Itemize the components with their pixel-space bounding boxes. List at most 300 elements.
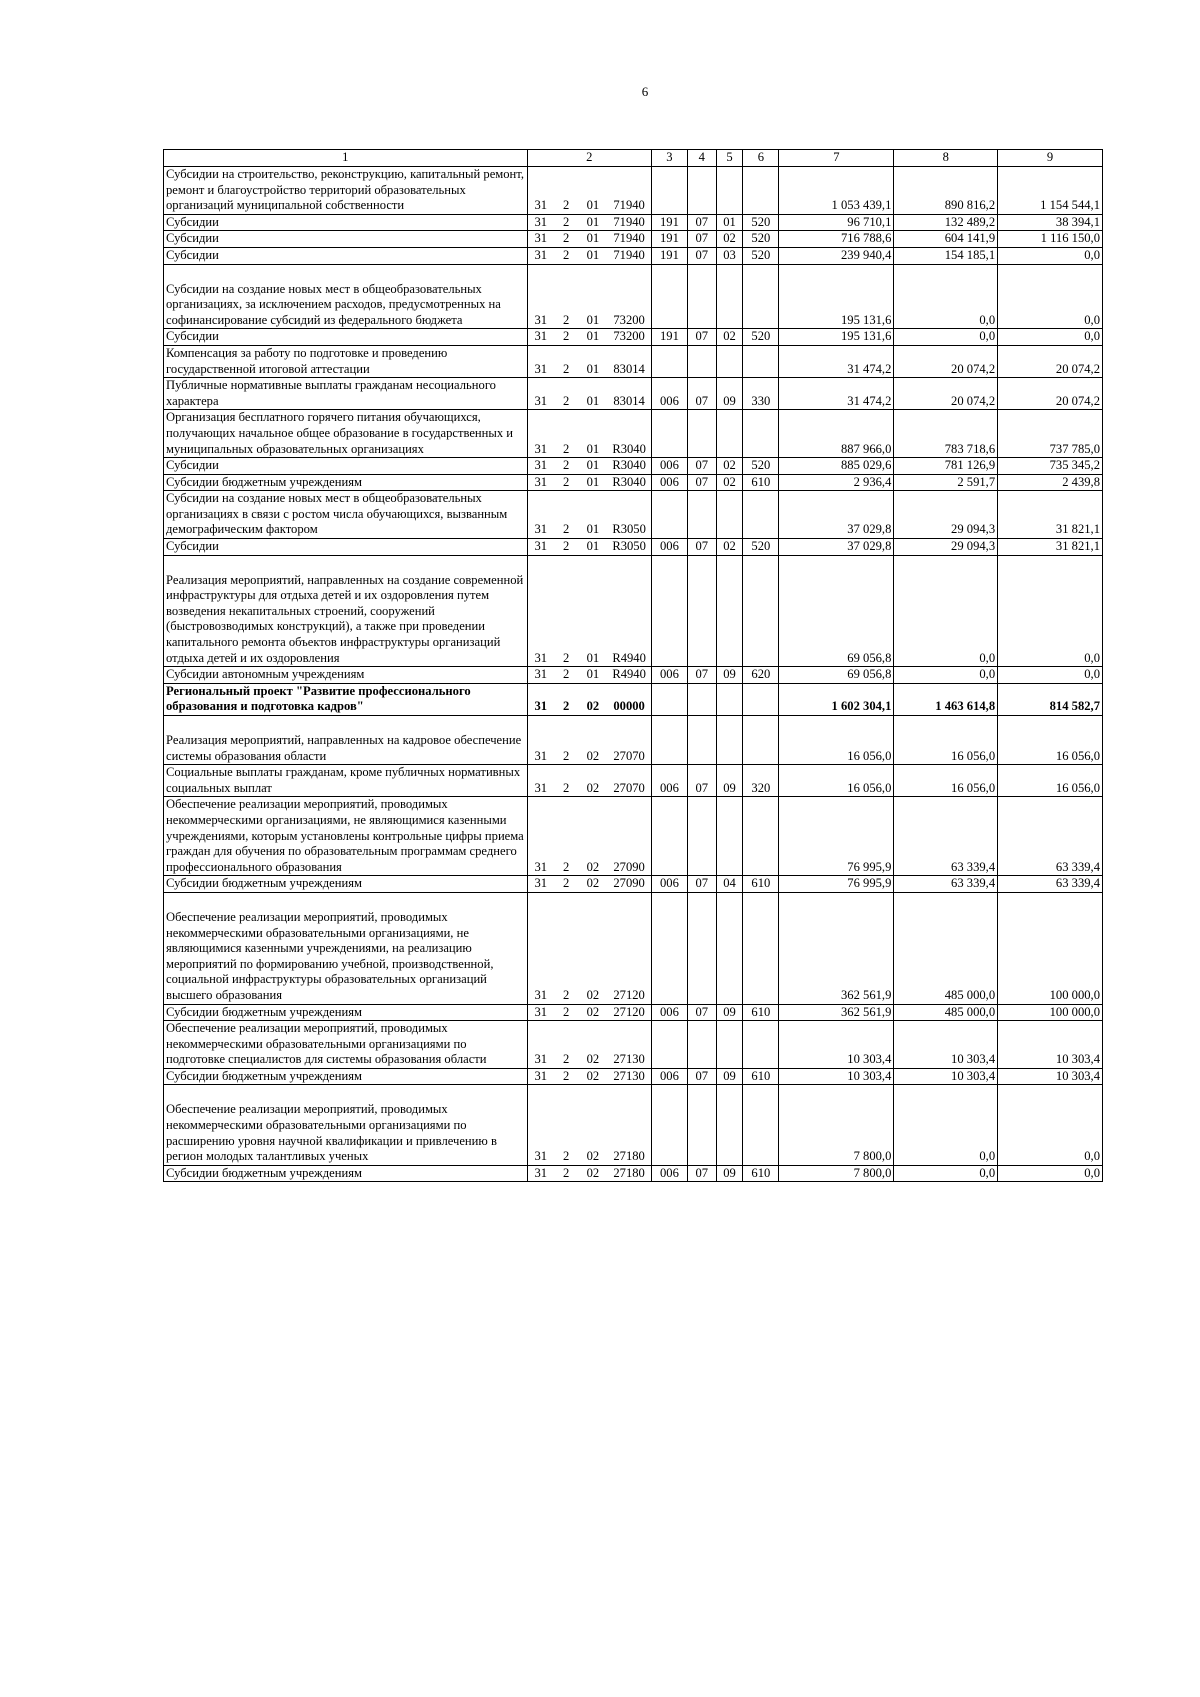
code-project: 01	[579, 491, 608, 539]
code-department: 006	[651, 378, 687, 410]
header-col-2: 2	[527, 150, 651, 167]
code-subprogram: 2	[554, 539, 579, 556]
code-section: 07	[687, 1068, 716, 1085]
amount-col-7: 69 056,8	[779, 667, 894, 684]
code-expense-type	[743, 716, 779, 765]
table-row	[164, 247, 1103, 264]
code-subsection: 09	[716, 378, 743, 410]
code-direction: 27180	[607, 1085, 651, 1165]
table-row	[164, 667, 1103, 684]
code-department	[651, 345, 687, 377]
code-subprogram: 2	[554, 555, 579, 667]
code-department	[651, 555, 687, 667]
code-expense-type: 610	[743, 1165, 779, 1182]
code-program: 31	[527, 378, 554, 410]
code-project: 01	[579, 458, 608, 475]
code-project: 01	[579, 247, 608, 264]
code-department	[651, 167, 687, 215]
amount-col-8: 781 126,9	[894, 458, 998, 475]
row-name: Субсидии бюджетным учреждениям	[164, 1165, 528, 1182]
code-project: 02	[579, 1068, 608, 1085]
row-name: Субсидии	[164, 458, 528, 475]
code-subprogram: 2	[554, 765, 579, 797]
code-section: 07	[687, 378, 716, 410]
table-row	[164, 474, 1103, 491]
code-subprogram: 2	[554, 683, 579, 715]
code-subprogram: 2	[554, 214, 579, 231]
amount-col-8: 10 303,4	[894, 1068, 998, 1085]
code-subprogram: 2	[554, 1068, 579, 1085]
code-section: 07	[687, 247, 716, 264]
header-col-8: 8	[894, 150, 998, 167]
code-subprogram: 2	[554, 491, 579, 539]
code-project: 02	[579, 683, 608, 715]
code-expense-type	[743, 892, 779, 1004]
code-subprogram: 2	[554, 797, 579, 876]
amount-col-8: 0,0	[894, 1165, 998, 1182]
amount-col-9: 2 439,8	[998, 474, 1103, 491]
code-expense-type: 610	[743, 474, 779, 491]
code-project: 01	[579, 264, 608, 329]
code-direction: R4940	[607, 555, 651, 667]
code-subprogram: 2	[554, 892, 579, 1004]
table-row	[164, 765, 1103, 797]
code-program: 31	[527, 214, 554, 231]
code-subsection	[716, 491, 743, 539]
amount-col-9: 0,0	[998, 667, 1103, 684]
code-program: 31	[527, 539, 554, 556]
row-name: Субсидии автономным учреждениям	[164, 667, 528, 684]
code-department	[651, 797, 687, 876]
code-expense-type: 320	[743, 765, 779, 797]
amount-col-8: 1 463 614,8	[894, 683, 998, 715]
code-program: 31	[527, 1004, 554, 1021]
code-program: 31	[527, 247, 554, 264]
amount-col-9: 0,0	[998, 247, 1103, 264]
amount-col-8: 16 056,0	[894, 765, 998, 797]
code-subsection	[716, 1021, 743, 1069]
code-expense-type	[743, 264, 779, 329]
code-subsection	[716, 1085, 743, 1165]
amount-col-7: 195 131,6	[779, 329, 894, 346]
row-name: Реализация мероприятий, направленных на создание современной инфраструктуры для отдыха детей и их оздоровления путем возведения некапитальных строений, сооружений (быстровозводимых конструкций), а также при проведении капитального ремонта объектов инфраструктуры организаций отдыха детей и их оздоровления	[164, 555, 528, 667]
code-subprogram: 2	[554, 167, 579, 215]
row-name: Субсидии	[164, 329, 528, 346]
amount-col-7: 7 800,0	[779, 1085, 894, 1165]
code-subprogram: 2	[554, 667, 579, 684]
code-program: 31	[527, 167, 554, 215]
amount-col-8: 0,0	[894, 667, 998, 684]
code-project: 02	[579, 765, 608, 797]
code-department: 006	[651, 539, 687, 556]
code-subsection: 03	[716, 247, 743, 264]
code-section	[687, 167, 716, 215]
row-name: Субсидии на создание новых мест в общеобразовательных организациях в связи с ростом числа обучающихся, вызванным демографическим фактором	[164, 491, 528, 539]
amount-col-7: 2 936,4	[779, 474, 894, 491]
code-program: 31	[527, 329, 554, 346]
row-name: Субсидии бюджетным учреждениям	[164, 876, 528, 893]
amount-col-9: 100 000,0	[998, 1004, 1103, 1021]
code-direction: 27070	[607, 716, 651, 765]
amount-col-9: 814 582,7	[998, 683, 1103, 715]
amount-col-8: 63 339,4	[894, 876, 998, 893]
code-direction: 71940	[607, 231, 651, 248]
code-section: 07	[687, 458, 716, 475]
code-project: 01	[579, 410, 608, 458]
amount-col-8: 132 489,2	[894, 214, 998, 231]
code-subsection: 04	[716, 876, 743, 893]
row-name: Обеспечение реализации мероприятий, проводимых некоммерческими образовательными организациями по расширению уровня научной квалификации и привлечению в регион молодых талантливых ученых	[164, 1085, 528, 1165]
code-department: 006	[651, 1165, 687, 1182]
code-direction: R3040	[607, 474, 651, 491]
code-department	[651, 264, 687, 329]
code-subprogram: 2	[554, 247, 579, 264]
amount-col-7: 76 995,9	[779, 797, 894, 876]
row-name: Публичные нормативные выплаты гражданам несоциального характера	[164, 378, 528, 410]
amount-col-7: 362 561,9	[779, 1004, 894, 1021]
code-section	[687, 491, 716, 539]
code-direction: 71940	[607, 214, 651, 231]
table-row	[164, 231, 1103, 248]
table-row	[164, 345, 1103, 377]
amount-col-7: 37 029,8	[779, 491, 894, 539]
code-program: 31	[527, 667, 554, 684]
code-project: 01	[579, 555, 608, 667]
code-project: 02	[579, 876, 608, 893]
amount-col-8: 0,0	[894, 264, 998, 329]
code-direction: 27090	[607, 876, 651, 893]
amount-col-9: 10 303,4	[998, 1021, 1103, 1069]
code-department: 006	[651, 1004, 687, 1021]
amount-col-8: 154 185,1	[894, 247, 998, 264]
code-subprogram: 2	[554, 1021, 579, 1069]
amount-col-8: 2 591,7	[894, 474, 998, 491]
amount-col-8: 890 816,2	[894, 167, 998, 215]
code-direction: 73200	[607, 264, 651, 329]
amount-col-9: 100 000,0	[998, 892, 1103, 1004]
code-direction: 27090	[607, 797, 651, 876]
table-row	[164, 329, 1103, 346]
code-project: 01	[579, 474, 608, 491]
amount-col-7: 31 474,2	[779, 378, 894, 410]
table-row	[164, 555, 1103, 667]
row-name: Социальные выплаты гражданам, кроме публичных нормативных социальных выплат	[164, 765, 528, 797]
code-expense-type	[743, 345, 779, 377]
code-subprogram: 2	[554, 410, 579, 458]
table-row	[164, 1165, 1103, 1182]
amount-col-7: 885 029,6	[779, 458, 894, 475]
amount-col-7: 1 602 304,1	[779, 683, 894, 715]
code-project: 02	[579, 892, 608, 1004]
code-expense-type	[743, 410, 779, 458]
code-section: 07	[687, 1165, 716, 1182]
code-department	[651, 683, 687, 715]
amount-col-7: 887 966,0	[779, 410, 894, 458]
code-expense-type: 520	[743, 458, 779, 475]
amount-col-7: 10 303,4	[779, 1068, 894, 1085]
amount-col-7: 10 303,4	[779, 1021, 894, 1069]
amount-col-8: 29 094,3	[894, 491, 998, 539]
code-direction: 27130	[607, 1068, 651, 1085]
amount-col-8: 20 074,2	[894, 378, 998, 410]
amount-col-7: 16 056,0	[779, 716, 894, 765]
amount-col-9: 31 821,1	[998, 539, 1103, 556]
table-row	[164, 378, 1103, 410]
code-section: 07	[687, 231, 716, 248]
table-row	[164, 716, 1103, 765]
amount-col-8: 0,0	[894, 1085, 998, 1165]
code-program: 31	[527, 1165, 554, 1182]
code-direction: R3050	[607, 491, 651, 539]
code-subsection: 02	[716, 539, 743, 556]
code-direction: R3040	[607, 410, 651, 458]
code-program: 31	[527, 345, 554, 377]
amount-col-9: 737 785,0	[998, 410, 1103, 458]
code-department: 006	[651, 876, 687, 893]
code-program: 31	[527, 892, 554, 1004]
row-name: Субсидии	[164, 539, 528, 556]
header-row	[164, 150, 1103, 167]
code-department	[651, 410, 687, 458]
code-section: 07	[687, 667, 716, 684]
amount-col-9: 0,0	[998, 329, 1103, 346]
code-subsection: 02	[716, 458, 743, 475]
code-program: 31	[527, 231, 554, 248]
amount-col-7: 239 940,4	[779, 247, 894, 264]
table-body	[164, 167, 1103, 1182]
code-direction: 27120	[607, 892, 651, 1004]
row-name: Субсидии	[164, 231, 528, 248]
code-section: 07	[687, 876, 716, 893]
code-section	[687, 892, 716, 1004]
amount-col-8: 0,0	[894, 329, 998, 346]
code-project: 01	[579, 667, 608, 684]
code-department	[651, 1021, 687, 1069]
header-col-3: 3	[651, 150, 687, 167]
budget-table	[163, 149, 1103, 1182]
code-direction: 71940	[607, 247, 651, 264]
code-subprogram: 2	[554, 345, 579, 377]
code-expense-type: 330	[743, 378, 779, 410]
code-department: 006	[651, 667, 687, 684]
code-subsection: 01	[716, 214, 743, 231]
amount-col-8: 10 303,4	[894, 1021, 998, 1069]
code-subsection	[716, 264, 743, 329]
amount-col-7: 96 710,1	[779, 214, 894, 231]
row-name: Субсидии на строительство, реконструкцию, капитальный ремонт, ремонт и благоустройство территорий образовательных организаций муниципальной собственности	[164, 167, 528, 215]
amount-col-7: 37 029,8	[779, 539, 894, 556]
amount-col-9: 735 345,2	[998, 458, 1103, 475]
amount-col-7: 362 561,9	[779, 892, 894, 1004]
code-subsection: 02	[716, 329, 743, 346]
amount-col-7: 69 056,8	[779, 555, 894, 667]
code-program: 31	[527, 1068, 554, 1085]
code-project: 01	[579, 231, 608, 248]
code-department: 006	[651, 765, 687, 797]
table-row	[164, 1021, 1103, 1069]
row-name: Обеспечение реализации мероприятий, проводимых некоммерческими образовательными организациями по подготовке специалистов для системы образования области	[164, 1021, 528, 1069]
table-row	[164, 876, 1103, 893]
code-subprogram: 2	[554, 1085, 579, 1165]
amount-col-9: 63 339,4	[998, 876, 1103, 893]
row-name: Субсидии	[164, 247, 528, 264]
code-subprogram: 2	[554, 474, 579, 491]
code-project: 02	[579, 716, 608, 765]
code-expense-type: 520	[743, 231, 779, 248]
amount-col-7: 16 056,0	[779, 765, 894, 797]
code-expense-type: 520	[743, 539, 779, 556]
code-program: 31	[527, 410, 554, 458]
code-section	[687, 683, 716, 715]
amount-col-9: 0,0	[998, 1165, 1103, 1182]
code-subprogram: 2	[554, 716, 579, 765]
header-col-4: 4	[687, 150, 716, 167]
code-subsection: 09	[716, 1004, 743, 1021]
code-expense-type: 610	[743, 1068, 779, 1085]
code-section: 07	[687, 539, 716, 556]
code-direction: R3050	[607, 539, 651, 556]
code-direction: 83014	[607, 378, 651, 410]
code-section	[687, 1085, 716, 1165]
code-subsection: 02	[716, 474, 743, 491]
code-direction: 27070	[607, 765, 651, 797]
code-department: 191	[651, 329, 687, 346]
code-program: 31	[527, 264, 554, 329]
amount-col-9: 38 394,1	[998, 214, 1103, 231]
code-subprogram: 2	[554, 1165, 579, 1182]
header-col-7: 7	[779, 150, 894, 167]
row-name: Субсидии бюджетным учреждениям	[164, 1068, 528, 1085]
code-expense-type	[743, 797, 779, 876]
amount-col-8: 29 094,3	[894, 539, 998, 556]
row-name: Региональный проект "Развитие профессионального образования и подготовка кадров"	[164, 683, 528, 715]
code-subsection	[716, 345, 743, 377]
code-project: 02	[579, 1021, 608, 1069]
code-section: 07	[687, 214, 716, 231]
code-subsection	[716, 683, 743, 715]
code-department: 006	[651, 458, 687, 475]
code-project: 02	[579, 797, 608, 876]
code-subsection	[716, 892, 743, 1004]
amount-col-7: 195 131,6	[779, 264, 894, 329]
table-row	[164, 892, 1103, 1004]
code-expense-type	[743, 167, 779, 215]
header-col-5: 5	[716, 150, 743, 167]
code-section	[687, 797, 716, 876]
table-row	[164, 1068, 1103, 1085]
table-row	[164, 683, 1103, 715]
code-subprogram: 2	[554, 329, 579, 346]
code-expense-type: 520	[743, 247, 779, 264]
amount-col-9: 0,0	[998, 264, 1103, 329]
code-section	[687, 555, 716, 667]
amount-col-9: 20 074,2	[998, 345, 1103, 377]
code-program: 31	[527, 1021, 554, 1069]
code-section: 07	[687, 1004, 716, 1021]
amount-col-9: 0,0	[998, 1085, 1103, 1165]
code-department: 191	[651, 247, 687, 264]
amount-col-9: 16 056,0	[998, 765, 1103, 797]
page-number: 6	[641, 84, 649, 99]
code-subsection: 09	[716, 765, 743, 797]
amount-col-8: 0,0	[894, 555, 998, 667]
code-project: 01	[579, 167, 608, 215]
code-expense-type	[743, 491, 779, 539]
code-project: 01	[579, 329, 608, 346]
amount-col-9: 1 116 150,0	[998, 231, 1103, 248]
row-name: Компенсация за работу по подготовке и проведению государственной итоговой аттестации	[164, 345, 528, 377]
code-direction: 71940	[607, 167, 651, 215]
code-expense-type	[743, 1085, 779, 1165]
table-row	[164, 458, 1103, 475]
code-project: 01	[579, 214, 608, 231]
code-subsection	[716, 716, 743, 765]
amount-col-8: 485 000,0	[894, 1004, 998, 1021]
code-program: 31	[527, 765, 554, 797]
amount-col-7: 31 474,2	[779, 345, 894, 377]
code-subsection	[716, 410, 743, 458]
code-department: 191	[651, 231, 687, 248]
header-col-9: 9	[998, 150, 1103, 167]
code-project: 01	[579, 539, 608, 556]
code-department: 191	[651, 214, 687, 231]
amount-col-8: 63 339,4	[894, 797, 998, 876]
code-program: 31	[527, 458, 554, 475]
code-subsection: 02	[716, 231, 743, 248]
amount-col-9: 1 154 544,1	[998, 167, 1103, 215]
header-col-1: 1	[164, 150, 528, 167]
table-row	[164, 797, 1103, 876]
amount-col-7: 7 800,0	[779, 1165, 894, 1182]
code-direction: 83014	[607, 345, 651, 377]
code-expense-type	[743, 683, 779, 715]
amount-col-8: 16 056,0	[894, 716, 998, 765]
code-expense-type: 520	[743, 329, 779, 346]
code-program: 31	[527, 555, 554, 667]
code-program: 31	[527, 797, 554, 876]
amount-col-7: 1 053 439,1	[779, 167, 894, 215]
table-row	[164, 264, 1103, 329]
row-name: Субсидии	[164, 214, 528, 231]
amount-col-8: 783 718,6	[894, 410, 998, 458]
code-section	[687, 345, 716, 377]
code-section: 07	[687, 765, 716, 797]
header-col-6: 6	[743, 150, 779, 167]
code-project: 02	[579, 1004, 608, 1021]
amount-col-8: 20 074,2	[894, 345, 998, 377]
code-subsection	[716, 797, 743, 876]
code-section: 07	[687, 474, 716, 491]
row-name: Субсидии бюджетным учреждениям	[164, 1004, 528, 1021]
table-row	[164, 167, 1103, 215]
code-program: 31	[527, 716, 554, 765]
code-project: 02	[579, 1165, 608, 1182]
code-expense-type	[743, 1021, 779, 1069]
amount-col-9: 10 303,4	[998, 1068, 1103, 1085]
code-direction: R3040	[607, 458, 651, 475]
table-row	[164, 1085, 1103, 1165]
code-department: 006	[651, 1068, 687, 1085]
code-program: 31	[527, 876, 554, 893]
code-program: 31	[527, 683, 554, 715]
code-program: 31	[527, 1085, 554, 1165]
row-name: Реализация мероприятий, направленных на кадровое обеспечение системы образования области	[164, 716, 528, 765]
code-section: 07	[687, 329, 716, 346]
amount-col-9: 31 821,1	[998, 491, 1103, 539]
row-name: Субсидии бюджетным учреждениям	[164, 474, 528, 491]
code-expense-type: 610	[743, 1004, 779, 1021]
code-section	[687, 1021, 716, 1069]
